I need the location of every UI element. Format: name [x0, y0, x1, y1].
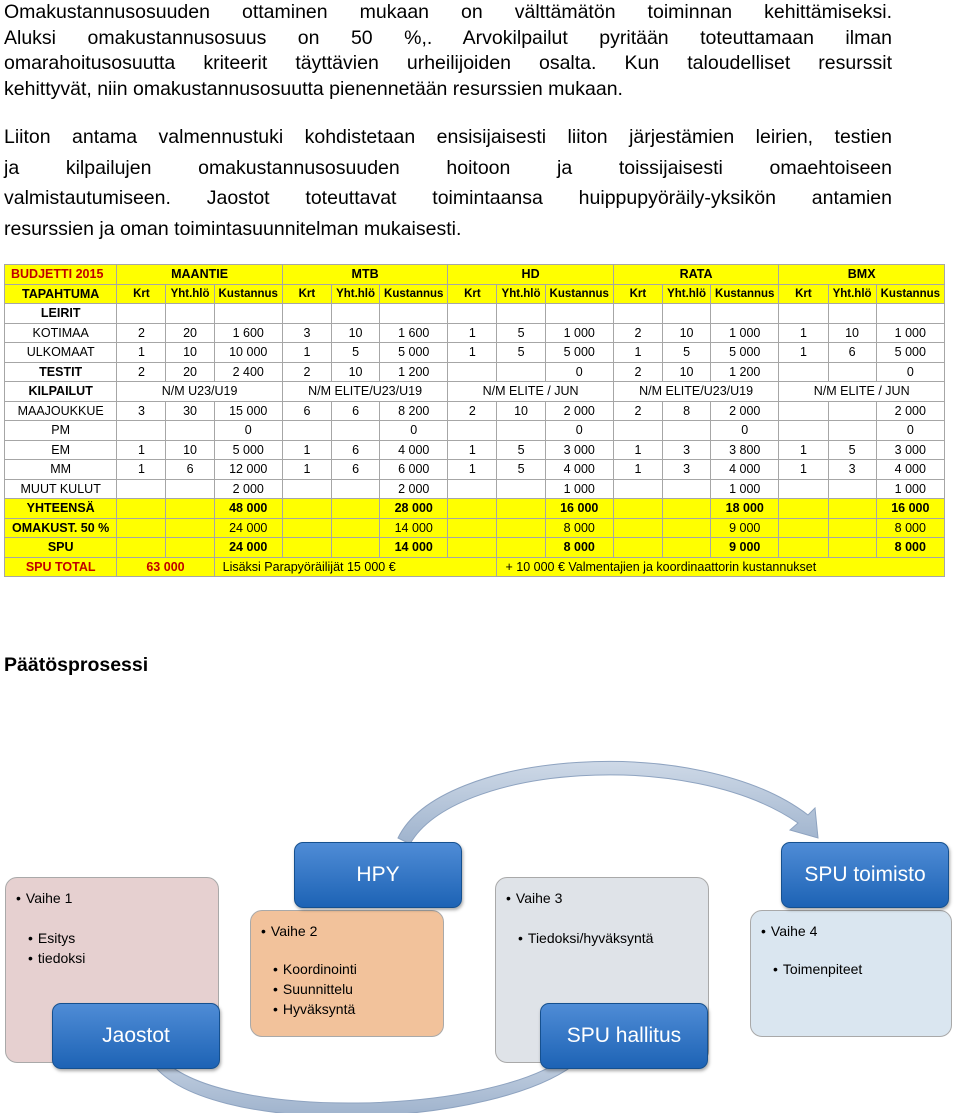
empty-cell: [448, 518, 497, 538]
table-cell: 6 000: [380, 460, 448, 480]
table-cell: 1: [613, 440, 662, 460]
table-cell: 1: [779, 343, 828, 363]
table-cell: 8: [662, 401, 710, 421]
table-cell: [876, 304, 944, 324]
table-cell: 5 000: [876, 343, 944, 363]
table-cell: 1: [282, 343, 331, 363]
table-cell: 12 000: [214, 460, 282, 480]
empty-cell: [166, 518, 214, 538]
empty-cell: [497, 499, 545, 519]
paragraph-line: omarahoitusosuutta kriteerit täyttävien urheilijoiden osalta. Kun taloudelliset resurssit: [4, 52, 892, 74]
table-cell: [662, 304, 710, 324]
table-cell: 2: [613, 401, 662, 421]
table-cell: 2 000: [876, 401, 944, 421]
row-label: MUUT KULUT: [5, 479, 117, 499]
table-cell: [331, 304, 379, 324]
total-value: 24 000: [214, 518, 282, 538]
total-value: 48 000: [214, 499, 282, 519]
table-cell: 5: [497, 460, 545, 480]
table-cell: 2: [117, 362, 166, 382]
table-cell: [497, 421, 545, 441]
table-cell: [545, 304, 613, 324]
empty-cell: [282, 499, 331, 519]
table-cell: 4 000: [876, 460, 944, 480]
table-cell: 5 000: [545, 343, 613, 363]
discipline-header: MAANTIE: [117, 265, 283, 285]
competition-level: N/M ELITE/U23/U19: [613, 382, 779, 402]
step4-box: [750, 910, 952, 1037]
table-cell: [448, 479, 497, 499]
table-cell: [497, 362, 545, 382]
table-cell: 30: [166, 401, 214, 421]
table-cell: 2 000: [545, 401, 613, 421]
table-cell: 1 000: [876, 479, 944, 499]
empty-cell: [282, 518, 331, 538]
row-label: EM: [5, 440, 117, 460]
total-value: 9 000: [711, 538, 779, 558]
step2-item: • Hyväksyntä: [273, 1001, 355, 1017]
table-cell: 0: [380, 421, 448, 441]
sub-column-header: Krt: [613, 284, 662, 304]
paragraph-line: resurssien ja oman toimintasuunnitelman mukaisesti.: [4, 217, 462, 240]
empty-cell: [779, 518, 828, 538]
table-cell: [166, 479, 214, 499]
table-cell: 4 000: [545, 460, 613, 480]
step3-phase: • Vaihe 3: [506, 890, 562, 906]
paragraph-line: Aluksi omakustannusosuus on 50 %,. Arvokilpailut pyritään toteuttamaan ilman: [4, 26, 892, 49]
table-cell: 5: [497, 440, 545, 460]
empty-cell: [117, 499, 166, 519]
empty-cell: [613, 538, 662, 558]
budget-header-row: [5, 265, 945, 285]
total-label: SPU: [5, 538, 117, 558]
row-label: TESTIT: [5, 362, 117, 382]
step4-item: • Toimenpiteet: [773, 961, 862, 977]
table-cell: 1 200: [711, 362, 779, 382]
table-cell: [214, 304, 282, 324]
step3-title: SPU hallitus: [540, 1003, 708, 1069]
table-cell: 1: [779, 323, 828, 343]
support-paragraph: [4, 122, 892, 244]
table-cell: 3 000: [545, 440, 613, 460]
paragraph-line: ja kilpailujen omakustannusosuuden hoitoon ja toissijaisesti omaehtoiseen: [4, 156, 892, 179]
paragraph-line: kehittyvät, niin omakustannusosuutta pienennetään resurssien mukaan.: [4, 77, 623, 100]
intro-paragraph: [4, 0, 892, 102]
total-value: 28 000: [380, 499, 448, 519]
table-row: [5, 323, 945, 343]
competition-level: N/M ELITE/U23/U19: [282, 382, 447, 402]
table-cell: 5 000: [214, 440, 282, 460]
total-row: [5, 499, 945, 519]
table-cell: [779, 362, 828, 382]
discipline-header: BMX: [779, 265, 945, 285]
table-cell: 2 000: [214, 479, 282, 499]
budget-table: [4, 264, 945, 577]
empty-cell: [331, 499, 379, 519]
table-cell: 1: [117, 343, 166, 363]
step3-item: • Tiedoksi/hyväksyntä: [518, 930, 653, 946]
table-cell: [828, 421, 876, 441]
total-value: 8 000: [876, 538, 944, 558]
total-value: 9 000: [711, 518, 779, 538]
sub-column-header: Krt: [117, 284, 166, 304]
table-cell: [662, 421, 710, 441]
table-cell: [282, 479, 331, 499]
table-cell: 2: [448, 401, 497, 421]
table-cell: [779, 304, 828, 324]
step1-item: • Esitys: [28, 930, 75, 946]
table-cell: [117, 304, 166, 324]
paragraph-line: Liiton antama valmennustuki kohdistetaan ensisijaisesti liiton järjestämien leirien, testien: [4, 126, 892, 148]
table-cell: 20: [166, 362, 214, 382]
table-cell: 2: [282, 362, 331, 382]
table-cell: 10: [166, 343, 214, 363]
row-label: ULKOMAAT: [5, 343, 117, 363]
empty-cell: [662, 518, 710, 538]
total-value: 24 000: [214, 538, 282, 558]
table-cell: 10: [331, 362, 379, 382]
table-cell: 4 000: [380, 440, 448, 460]
table-cell: 1: [117, 460, 166, 480]
table-cell: 10: [331, 323, 379, 343]
discipline-header: RATA: [613, 265, 779, 285]
table-cell: [497, 304, 545, 324]
total-label: YHTEENSÄ: [5, 499, 117, 519]
step4-title: SPU toimisto: [781, 842, 949, 908]
table-cell: [828, 479, 876, 499]
step1-title: Jaostot: [52, 1003, 220, 1069]
competition-level: N/M ELITE / JUN: [448, 382, 614, 402]
table-cell: 1 000: [545, 323, 613, 343]
table-cell: 3: [117, 401, 166, 421]
table-cell: 2: [613, 362, 662, 382]
table-row: [5, 440, 945, 460]
table-row: [5, 479, 945, 499]
discipline-header: MTB: [282, 265, 447, 285]
step2-item: • Koordinointi: [273, 961, 357, 977]
sub-column-header: Yht.hlö: [331, 284, 379, 304]
table-cell: 3: [282, 323, 331, 343]
total-value: 14 000: [380, 538, 448, 558]
table-cell: 0: [876, 421, 944, 441]
table-cell: [613, 421, 662, 441]
empty-cell: [331, 518, 379, 538]
sub-column-header: Krt: [282, 284, 331, 304]
table-row: [5, 304, 945, 324]
table-cell: [613, 479, 662, 499]
table-cell: 1 600: [380, 323, 448, 343]
table-cell: [828, 401, 876, 421]
table-cell: [448, 362, 497, 382]
table-cell: 0: [545, 362, 613, 382]
table-cell: [166, 304, 214, 324]
empty-cell: [117, 538, 166, 558]
table-cell: 4 000: [711, 460, 779, 480]
empty-cell: [448, 499, 497, 519]
table-cell: [331, 479, 379, 499]
empty-cell: [448, 538, 497, 558]
table-cell: 1: [448, 460, 497, 480]
table-cell: 1: [779, 440, 828, 460]
step1-item: • tiedoksi: [28, 950, 85, 966]
paragraph-line: valmistautumiseen. Jaostot toteuttavat toimintaansa huippupyöräily-yksikön antamien: [4, 187, 892, 209]
table-cell: 10: [166, 440, 214, 460]
sub-column-header: Krt: [779, 284, 828, 304]
table-cell: 2 400: [214, 362, 282, 382]
table-cell: 2: [117, 323, 166, 343]
table-row: [5, 362, 945, 382]
empty-cell: [662, 499, 710, 519]
empty-cell: [166, 499, 214, 519]
table-cell: 3 000: [876, 440, 944, 460]
table-cell: 10 000: [214, 343, 282, 363]
table-cell: 3: [828, 460, 876, 480]
table-cell: 20: [166, 323, 214, 343]
empty-cell: [613, 518, 662, 538]
table-row: [5, 460, 945, 480]
total-value: 16 000: [545, 499, 613, 519]
empty-cell: [497, 518, 545, 538]
table-row: [5, 343, 945, 363]
table-cell: 15 000: [214, 401, 282, 421]
sub-column-header: Yht.hlö: [497, 284, 545, 304]
table-cell: 2 000: [380, 479, 448, 499]
empty-cell: [613, 499, 662, 519]
table-cell: 5: [828, 440, 876, 460]
decision-process-diagram: [0, 760, 960, 1113]
table-cell: 5: [331, 343, 379, 363]
row-label: MAAJOUKKUE: [5, 401, 117, 421]
table-cell: 6: [331, 401, 379, 421]
table-cell: 1 200: [380, 362, 448, 382]
sub-column-header: Kustannus: [876, 284, 944, 304]
table-cell: 1 000: [711, 479, 779, 499]
empty-cell: [662, 538, 710, 558]
row-label: MM: [5, 460, 117, 480]
empty-cell: [166, 538, 214, 558]
empty-cell: [117, 518, 166, 538]
table-cell: 1: [779, 460, 828, 480]
table-cell: [497, 479, 545, 499]
sub-column-header: Kustannus: [380, 284, 448, 304]
empty-cell: [828, 518, 876, 538]
table-cell: 0: [711, 421, 779, 441]
table-cell: [662, 479, 710, 499]
row-label: PM: [5, 421, 117, 441]
empty-cell: [779, 499, 828, 519]
table-cell: [331, 421, 379, 441]
table-cell: 0: [876, 362, 944, 382]
table-row: [5, 401, 945, 421]
table-cell: 5 000: [380, 343, 448, 363]
budget-subheader-row: [5, 284, 945, 304]
total-row: [5, 538, 945, 558]
total-value: 8 000: [876, 518, 944, 538]
table-cell: [282, 304, 331, 324]
sub-column-header: Krt: [448, 284, 497, 304]
table-cell: [613, 304, 662, 324]
table-cell: 0: [545, 421, 613, 441]
coach-cost-note: + 10 000 € Valmentajien ja koordinaattorin kustannukset: [497, 557, 945, 577]
sub-column-header: Kustannus: [214, 284, 282, 304]
table-cell: 1: [613, 460, 662, 480]
table-cell: 1 000: [711, 323, 779, 343]
table-row: [5, 382, 945, 402]
row-label: LEIRIT: [5, 304, 117, 324]
total-value: 14 000: [380, 518, 448, 538]
table-cell: [448, 304, 497, 324]
step2-box: [250, 910, 444, 1037]
sub-column-header: Yht.hlö: [662, 284, 710, 304]
table-cell: [779, 421, 828, 441]
table-cell: 3 800: [711, 440, 779, 460]
table-cell: 3: [662, 440, 710, 460]
table-cell: [117, 479, 166, 499]
table-cell: [711, 304, 779, 324]
table-cell: [117, 421, 166, 441]
table-cell: 6: [331, 440, 379, 460]
table-cell: [779, 479, 828, 499]
empty-cell: [828, 538, 876, 558]
table-cell: [282, 421, 331, 441]
sub-column-header: Yht.hlö: [828, 284, 876, 304]
step4-phase: • Vaihe 4: [761, 923, 817, 939]
row-label: KILPAILUT: [5, 382, 117, 402]
step2-title: HPY: [294, 842, 462, 908]
table-cell: 5: [497, 323, 545, 343]
table-cell: 6: [282, 401, 331, 421]
empty-cell: [497, 538, 545, 558]
section-title: Päätösprosessi: [4, 654, 149, 676]
total-value: 18 000: [711, 499, 779, 519]
spu-total-row: [5, 557, 945, 577]
table-cell: 1 000: [876, 323, 944, 343]
table-cell: 6: [828, 343, 876, 363]
table-cell: 6: [331, 460, 379, 480]
sub-column-header: Yht.hlö: [166, 284, 214, 304]
step1-phase: • Vaihe 1: [16, 890, 72, 906]
sub-column-header: Kustannus: [711, 284, 779, 304]
total-label: OMAKUST. 50 %: [5, 518, 117, 538]
table-cell: 5: [662, 343, 710, 363]
paragraph-line: Omakustannusosuuden ottaminen mukaan on välttämätön toiminnan kehittämiseksi.: [4, 1, 892, 23]
sub-column-header: Kustannus: [545, 284, 613, 304]
table-cell: 2: [613, 323, 662, 343]
table-cell: 10: [497, 401, 545, 421]
table-cell: [779, 401, 828, 421]
table-cell: 5 000: [711, 343, 779, 363]
table-cell: 3: [662, 460, 710, 480]
total-value: 8 000: [545, 538, 613, 558]
event-column-header: TAPAHTUMA: [5, 284, 117, 304]
table-cell: 10: [662, 362, 710, 382]
table-cell: 2 000: [711, 401, 779, 421]
spu-total-value: 63 000: [117, 557, 214, 577]
table-cell: 10: [828, 323, 876, 343]
table-cell: 0: [214, 421, 282, 441]
table-cell: 1: [448, 440, 497, 460]
table-cell: 1: [448, 343, 497, 363]
table-cell: [166, 421, 214, 441]
table-cell: 1: [448, 323, 497, 343]
empty-cell: [779, 538, 828, 558]
empty-cell: [282, 538, 331, 558]
table-row: [5, 421, 945, 441]
para-note: Lisäksi Parapyöräilijät 15 000 €: [214, 557, 497, 577]
table-cell: 1: [117, 440, 166, 460]
competition-level: N/M U23/U19: [117, 382, 283, 402]
table-cell: 5: [497, 343, 545, 363]
total-row: [5, 518, 945, 538]
table-cell: [448, 421, 497, 441]
row-label: KOTIMAA: [5, 323, 117, 343]
total-value: 16 000: [876, 499, 944, 519]
table-cell: 10: [662, 323, 710, 343]
table-cell: 8 200: [380, 401, 448, 421]
table-cell: 1: [282, 460, 331, 480]
table-cell: 1: [613, 343, 662, 363]
table-cell: 1: [282, 440, 331, 460]
table-cell: [828, 362, 876, 382]
total-value: 8 000: [545, 518, 613, 538]
table-cell: 6: [166, 460, 214, 480]
table-cell: [828, 304, 876, 324]
step2-phase: • Vaihe 2: [261, 923, 317, 939]
empty-cell: [828, 499, 876, 519]
spu-total-label: SPU TOTAL: [5, 557, 117, 577]
table-cell: 1 600: [214, 323, 282, 343]
discipline-header: HD: [448, 265, 614, 285]
budget-title: BUDJETTI 2015: [5, 265, 117, 285]
arc-arrow-top: [398, 761, 818, 844]
table-cell: [380, 304, 448, 324]
table-cell: 1 000: [545, 479, 613, 499]
empty-cell: [331, 538, 379, 558]
competition-level: N/M ELITE / JUN: [779, 382, 945, 402]
step2-item: • Suunnittelu: [273, 981, 353, 997]
